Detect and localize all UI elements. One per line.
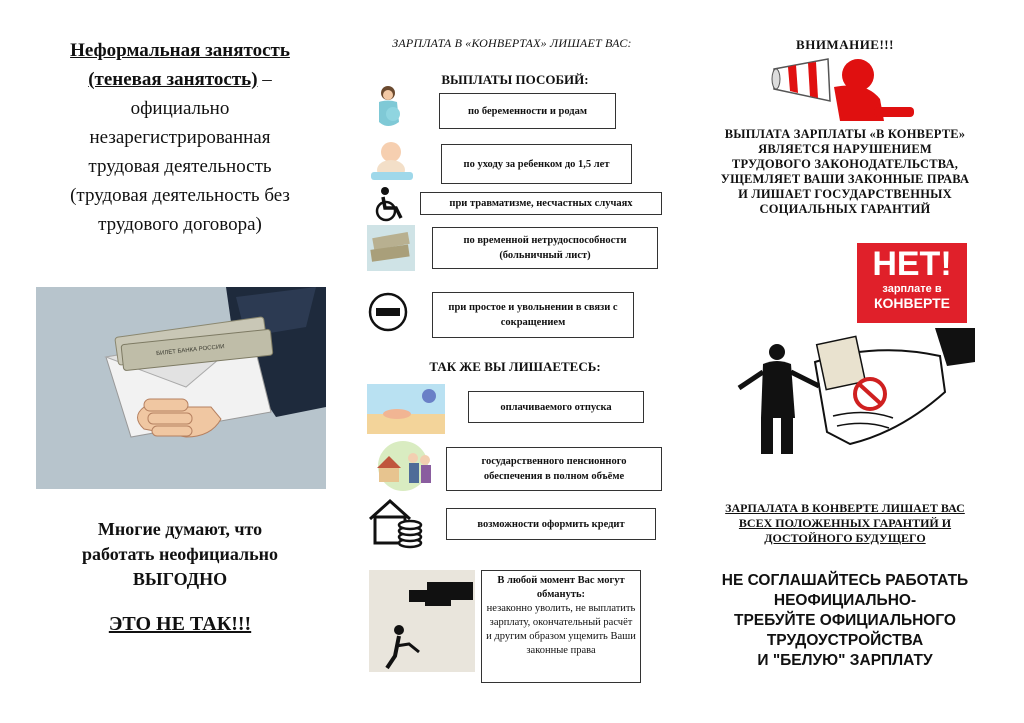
also-box: оплачиваемого отпуска [468,391,644,423]
warning-line: ВЫПЛАТА ЗАРПЛАТЫ «В КОНВЕРТЕ» [724,127,966,141]
benefit-box: по временной нетрудоспособности (больничный лист) [432,227,658,269]
pregnant-woman-icon [371,84,405,132]
megaphone-man-icon [770,55,920,125]
definition-line: официально [130,98,230,119]
benefits-title: ВЫПЛАТЫ ПОСОБИЙ: [441,72,589,87]
warning-line: И ЛИШАЕТ ГОСУДАРСТВЕННЫХ [738,187,952,201]
beach-icon [367,384,445,434]
pointing-hand-icon [369,570,475,672]
definition-line: (трудовая деятельность без [70,185,290,206]
warning-line: УЩЕМЛЯЕТ ВАШИ ЗАКОННЫЕ ПРАВА [720,172,970,186]
stamp-small: зарплате в [882,283,942,295]
also-box: государственного пенсионного обеспечения в полном объёме [446,447,662,491]
benefit-box: по беременности и родам [439,93,616,129]
deprives-line: ВСЕХ ПОЛОЖЕННЫХ ГАРАНТИЙ И [738,516,952,530]
deception-body: незаконно уволить, не выплатить зарплату, окончательный расчёт и другим образом ущемить Ваши законные права [486,603,636,656]
many-line: работать неофициально [81,544,279,564]
many-line: Многие думают, что [97,519,263,539]
column-heading: ЗАРПЛАТА В «КОНВЕРТАХ» ЛИШАЕТ ВАС: [392,36,632,50]
bribe-handover-illustration [725,322,977,462]
warning-line: СОЦИАЛЬНЫХ ГАРАНТИЙ [759,202,931,216]
wheelchair-icon [372,186,408,222]
warning-text [700,127,990,217]
definition-line: трудового договора) [98,214,262,235]
elderly-couple-icon [367,440,439,492]
definition-line: трудовая деятельность [88,156,272,177]
benefit-box: при травматизме, несчастных случаях [420,192,662,215]
deprives-line: ЗАРПАЛАТА В КОНВЕРТЕ ЛИШАЕТ ВАС [725,501,965,515]
cta-line: НЕ СОГЛАШАЙТЕСЬ РАБОТАТЬ [721,572,969,589]
dash: – [257,69,272,90]
envelope-money-illustration [36,287,326,489]
no-entry-icon [368,292,408,332]
definition-line: незарегистрированная [89,127,271,148]
term-line: (теневая занятость) [88,69,258,90]
house-coins-icon [366,493,428,553]
deprives-guarantees-text [700,501,990,546]
attention-title: ВНИМАНИЕ!!! [796,37,894,52]
stamp-word: КОНВЕРТЕ [873,295,951,311]
also-box: возможности оформить кредит [446,508,656,540]
cta-line: НЕОФИЦИАЛЬНО- [773,592,917,609]
baby-icon [369,138,415,182]
warning-line: ТРУДОВОГО ЗАКОНОДАТЕЛЬСТВА, [731,157,959,171]
call-to-action-text [700,571,990,671]
no-envelope-salary-stamp [857,243,967,323]
cta-line: И "БЕЛУЮ" ЗАРПЛАТУ [757,652,933,669]
cta-line: ТРУДОУСТРОЙСТВА [766,632,924,649]
also-title: ТАК ЖЕ ВЫ ЛИШАЕТЕСЬ: [429,359,601,374]
deception-head: В любой момент Вас могут обмануть: [497,575,625,600]
money-icon [367,225,415,271]
deception-box [481,570,641,683]
not-so-text: ЭТО НЕ ТАК!!! [108,613,252,635]
benefit-box: по уходу за ребенком до 1,5 лет [441,144,632,184]
many-think-text [30,517,330,592]
many-line: ВЫГОДНО [132,569,228,589]
term-line: Неформальная занятость [70,40,290,61]
benefit-box: при простое и увольнении в связи с сокращением [432,292,634,338]
banknote-text: БИЛЕТ БАНКА РОССИИ [155,344,225,358]
stamp-big: НЕТ! [872,245,952,283]
cta-line: ТРЕБУЙТЕ ОФИЦИАЛЬНОГО [734,612,956,629]
informal-employment-definition [30,36,330,239]
deprives-line: ДОСТОЙНОГО БУДУЩЕГО [764,531,926,545]
warning-line: ЯВЛЯЕТСЯ НАРУШЕНИЕМ [758,142,932,156]
